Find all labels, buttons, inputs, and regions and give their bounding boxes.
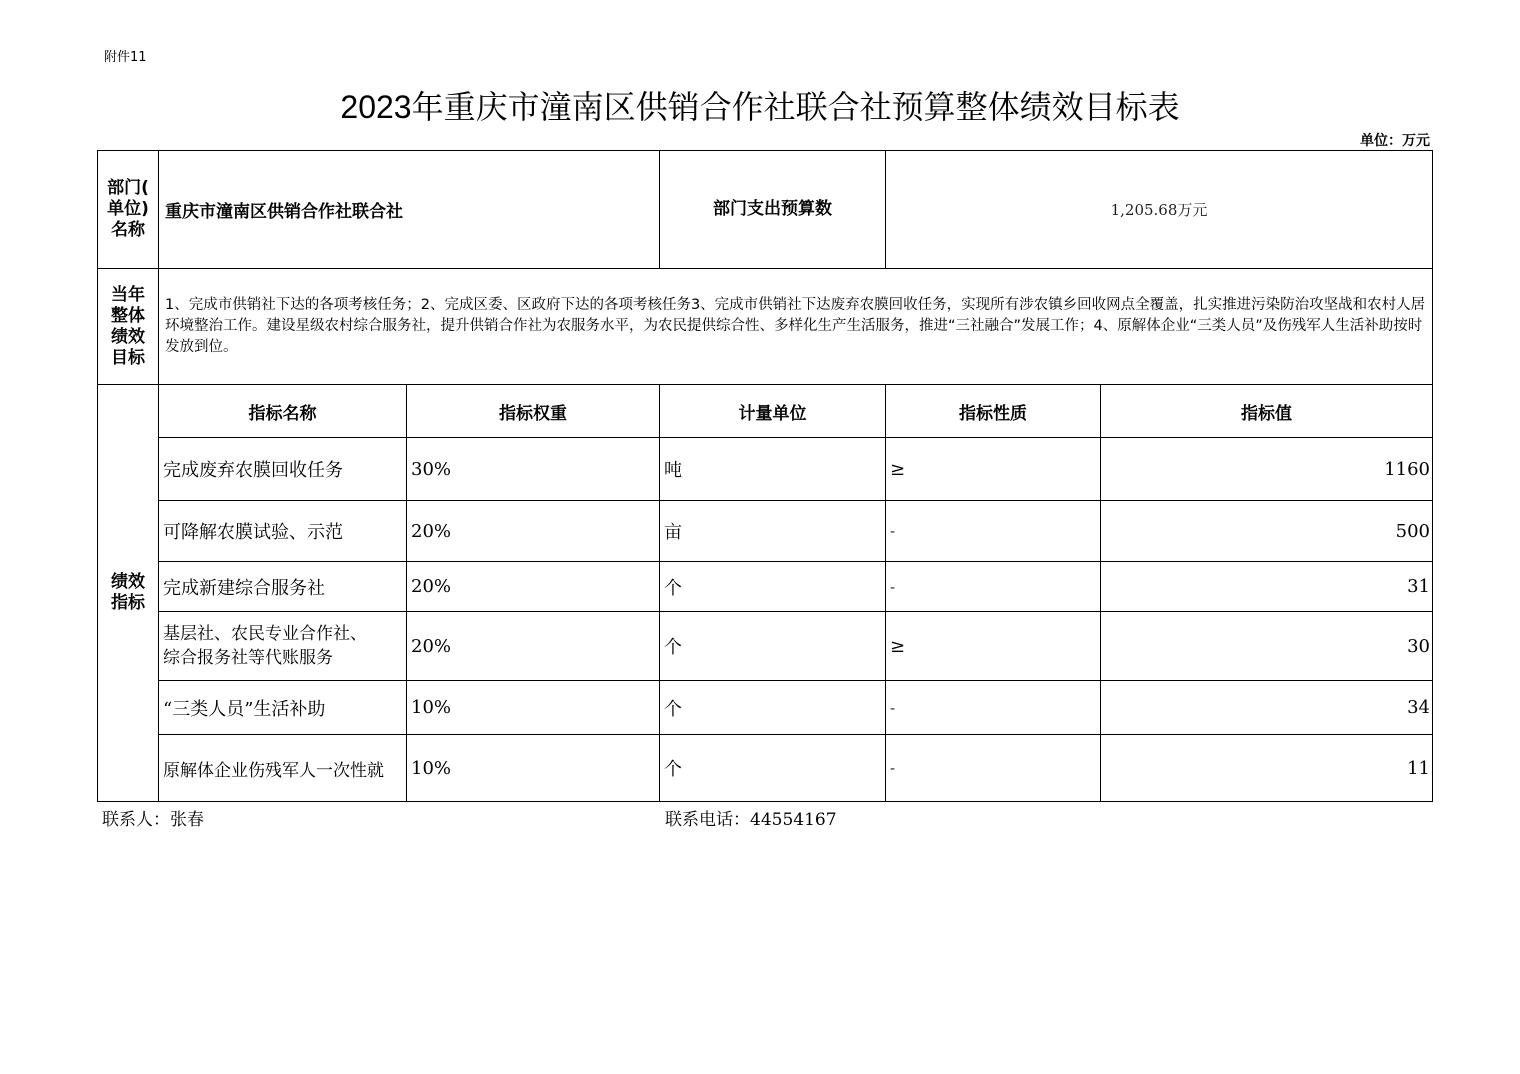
row-weight: 10% [407, 735, 660, 802]
row-nature: - [886, 681, 1101, 735]
row-value: 34 [1101, 681, 1433, 735]
row-name: 完成新建综合服务社 [159, 562, 407, 612]
col-header-name: 指标名称 [159, 385, 407, 438]
col-header-unit: 计量单位 [660, 385, 886, 438]
row-nature: ≥ [886, 438, 1101, 501]
column-header-row [98, 385, 1433, 438]
contact-phone: 联系电话：44554167 [665, 810, 837, 830]
row-weight: 30% [407, 438, 660, 501]
row-nature: - [886, 501, 1101, 562]
attachment-label: 附件11 [104, 50, 147, 65]
goal-label-text: 当年 整体 绩效 目标 [111, 284, 145, 368]
row-name: 可降解农膜试验、示范 [159, 501, 407, 562]
goal-label [98, 269, 159, 385]
table-row [98, 562, 1433, 612]
row-value: 11 [1101, 735, 1433, 802]
row-unit: 吨 [660, 438, 886, 501]
row-value: 1160 [1101, 438, 1433, 501]
row-unit: 个 [660, 612, 886, 681]
row-name: 原解体企业伤残军人一次性就 [159, 735, 407, 802]
contact-person: 联系人：张春 [102, 810, 204, 830]
row-unit: 个 [660, 562, 886, 612]
dept-row [98, 151, 1433, 269]
perf-label [98, 385, 159, 802]
table-row [98, 735, 1433, 802]
table-row [98, 612, 1433, 681]
row-value: 30 [1101, 612, 1433, 681]
dept-label-text: 部门( 单位) 名称 [107, 178, 149, 240]
row-unit: 个 [660, 681, 886, 735]
row-weight: 20% [407, 612, 660, 681]
row-nature: - [886, 735, 1101, 802]
row-weight: 20% [407, 562, 660, 612]
perf-label-text: 绩效 指标 [111, 572, 145, 613]
row-weight: 10% [407, 681, 660, 735]
goal-text: 1、完成市供销社下达的各项考核任务；2、完成区委、区政府下达的各项考核任务3、完成市供销社下达废弃农膜回收任务，实现所有涉农镇乡回收网点全覆盖，扎实推进污染防治攻坚战和农村人居环境整治工作。建设星级农村综合服务社，提升供销合作社为农服务水平，为农民提供综合性、多样化生产生活服务，推进“三社融合”发展工作；4、原解体企业“三类人员”及伤残军人生活补助按时发放到位。 [159, 269, 1433, 385]
performance-table [97, 150, 1433, 802]
row-nature: - [886, 562, 1101, 612]
budget-value: 1,205.68万元 [886, 151, 1433, 269]
budget-label: 部门支出预算数 [660, 151, 886, 269]
row-unit: 个 [660, 735, 886, 802]
row-value: 31 [1101, 562, 1433, 612]
goal-row [98, 269, 1433, 385]
col-header-nature: 指标性质 [886, 385, 1101, 438]
row-name: 完成废弃农膜回收任务 [159, 438, 407, 501]
row-name: 基层社、农民专业合作社、 综合报务社等代账服务 [159, 612, 407, 681]
row-nature: ≥ [886, 612, 1101, 681]
row-unit: 亩 [660, 501, 886, 562]
col-header-value: 指标值 [1101, 385, 1433, 438]
dept-name: 重庆市潼南区供销合作社联合社 [159, 151, 660, 269]
dept-label [98, 151, 159, 269]
row-name: “三类人员”生活补助 [159, 681, 407, 735]
page-title: 2023年重庆市潼南区供销合作社联合社预算整体绩效目标表 [340, 89, 1180, 125]
table-row [98, 501, 1433, 562]
unit-label: 单位：万元 [1360, 133, 1430, 149]
table-row [98, 681, 1433, 735]
col-header-weight: 指标权重 [407, 385, 660, 438]
row-weight: 20% [407, 501, 660, 562]
row-value: 500 [1101, 501, 1433, 562]
table-row [98, 438, 1433, 501]
